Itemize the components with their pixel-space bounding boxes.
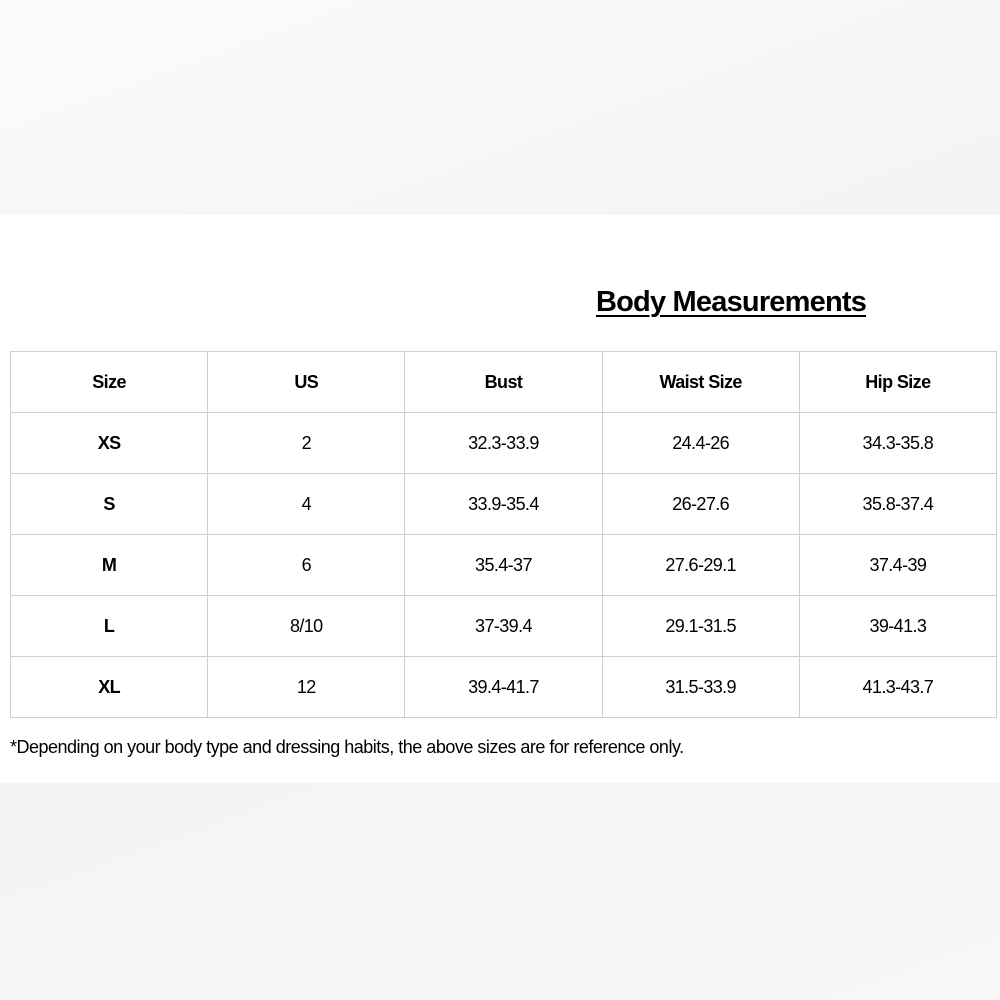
bust-cell: 33.9-35.4	[405, 474, 602, 535]
table-row	[11, 657, 997, 718]
column-header-size: Size	[11, 352, 208, 413]
table-row	[11, 413, 997, 474]
hip-cell: 41.3-43.7	[799, 657, 996, 718]
waist-cell: 29.1-31.5	[602, 596, 799, 657]
waist-cell: 26-27.6	[602, 474, 799, 535]
size-cell: S	[11, 474, 208, 535]
hip-cell: 35.8-37.4	[799, 474, 996, 535]
column-header-bust: Bust	[405, 352, 602, 413]
size-cell: M	[11, 535, 208, 596]
size-chart-table	[10, 351, 997, 718]
size-cell: XS	[11, 413, 208, 474]
us-cell: 2	[208, 413, 405, 474]
bust-cell: 37-39.4	[405, 596, 602, 657]
waist-cell: 27.6-29.1	[602, 535, 799, 596]
size-cell: L	[11, 596, 208, 657]
waist-cell: 31.5-33.9	[602, 657, 799, 718]
table-row	[11, 535, 997, 596]
footnote: *Depending on your body type and dressing habits, the above sizes are for reference only.	[10, 737, 684, 757]
us-cell: 6	[208, 535, 405, 596]
hip-cell: 34.3-35.8	[799, 413, 996, 474]
column-header-us: US	[208, 352, 405, 413]
waist-cell: 24.4-26	[602, 413, 799, 474]
table-row	[11, 596, 997, 657]
us-cell: 12	[208, 657, 405, 718]
size-cell: XL	[11, 657, 208, 718]
table-header-row	[11, 352, 997, 413]
hip-cell: 39-41.3	[799, 596, 996, 657]
column-header-hip: Hip Size	[799, 352, 996, 413]
bust-cell: 39.4-41.7	[405, 657, 602, 718]
us-cell: 8/10	[208, 596, 405, 657]
hip-cell: 37.4-39	[799, 535, 996, 596]
bust-cell: 32.3-33.9	[405, 413, 602, 474]
us-cell: 4	[208, 474, 405, 535]
page-title: Body Measurements	[596, 286, 867, 318]
table-row	[11, 474, 997, 535]
bust-cell: 35.4-37	[405, 535, 602, 596]
column-header-waist: Waist Size	[602, 352, 799, 413]
